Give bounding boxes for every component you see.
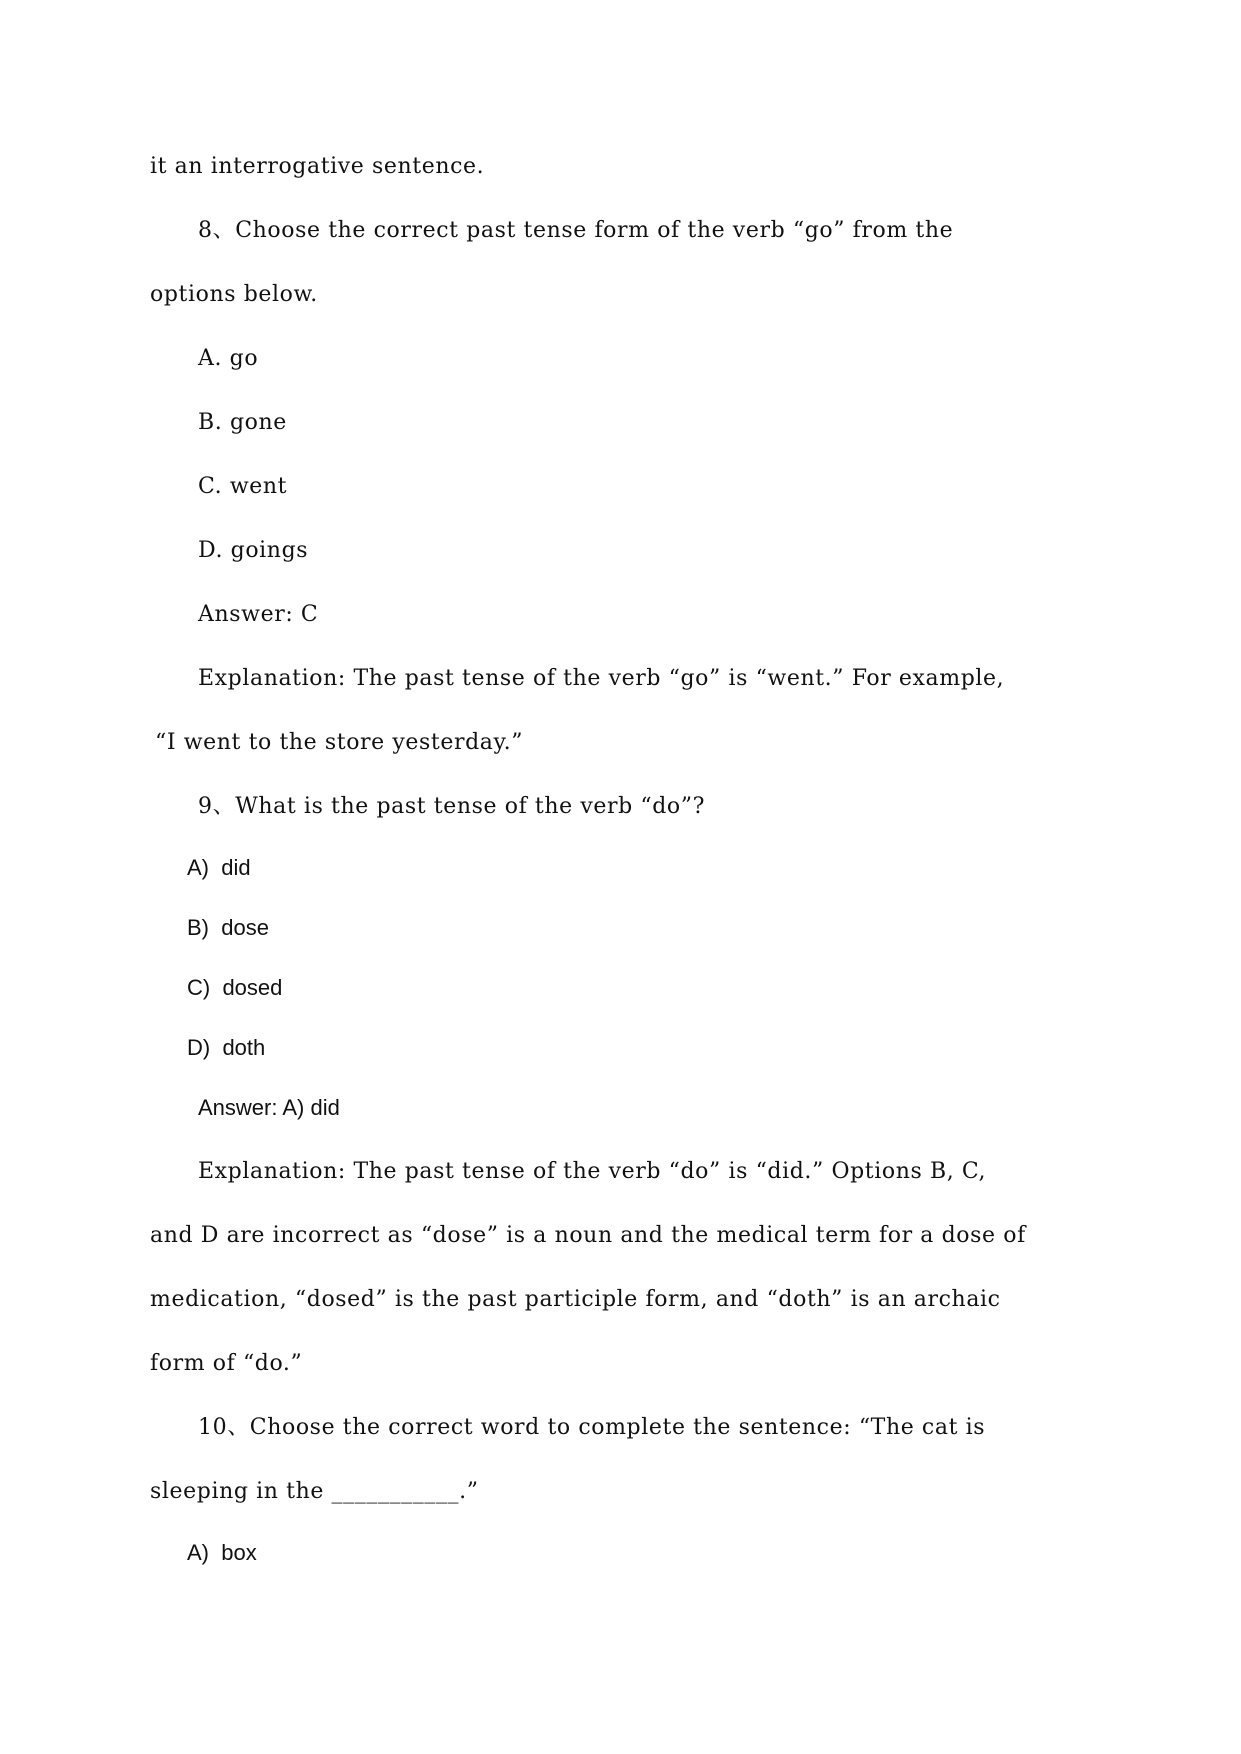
- question-8-text: 8、Choose the correct past tense form of the verb “go” from the: [198, 218, 954, 243]
- answer-8: Answer: C: [198, 602, 319, 627]
- question-10-text: 10、Choose the correct word to complete the sentence: “The cat is: [198, 1415, 986, 1440]
- question-8-text-continued: options below.: [150, 282, 318, 307]
- option-b: B. gone: [198, 410, 287, 435]
- question-9-text: 9、What is the past tense of the verb “do”?: [198, 794, 705, 819]
- paragraph-continuation: it an interrogative sentence.: [150, 154, 485, 179]
- option-d: D. goings: [198, 538, 309, 563]
- explanation-9-continued: medication, “dosed” is the past participle form, and “doth” is an archaic: [150, 1287, 1001, 1312]
- option-a: A) box: [187, 1540, 257, 1565]
- option-b: B) dose: [187, 915, 269, 940]
- explanation-9: Explanation: The past tense of the verb “do” is “did.” Options B, C,: [198, 1159, 987, 1184]
- option-a: A) did: [187, 855, 251, 880]
- explanation-9-continued: form of “do.”: [150, 1351, 303, 1376]
- option-c: C) dosed: [187, 975, 283, 1000]
- explanation-8-continued: “I went to the store yesterday.”: [155, 730, 524, 755]
- answer-9: Answer: A) did: [198, 1095, 340, 1120]
- explanation-8: Explanation: The past tense of the verb “go” is “went.” For example,: [198, 666, 1005, 691]
- explanation-9-continued: and D are incorrect as “dose” is a noun and the medical term for a dose of: [150, 1223, 1026, 1248]
- question-10-text-continued: sleeping in the ___________.”: [150, 1479, 479, 1504]
- option-c: C. went: [198, 474, 288, 499]
- option-d: D) doth: [187, 1035, 266, 1060]
- option-a: A. go: [198, 346, 259, 371]
